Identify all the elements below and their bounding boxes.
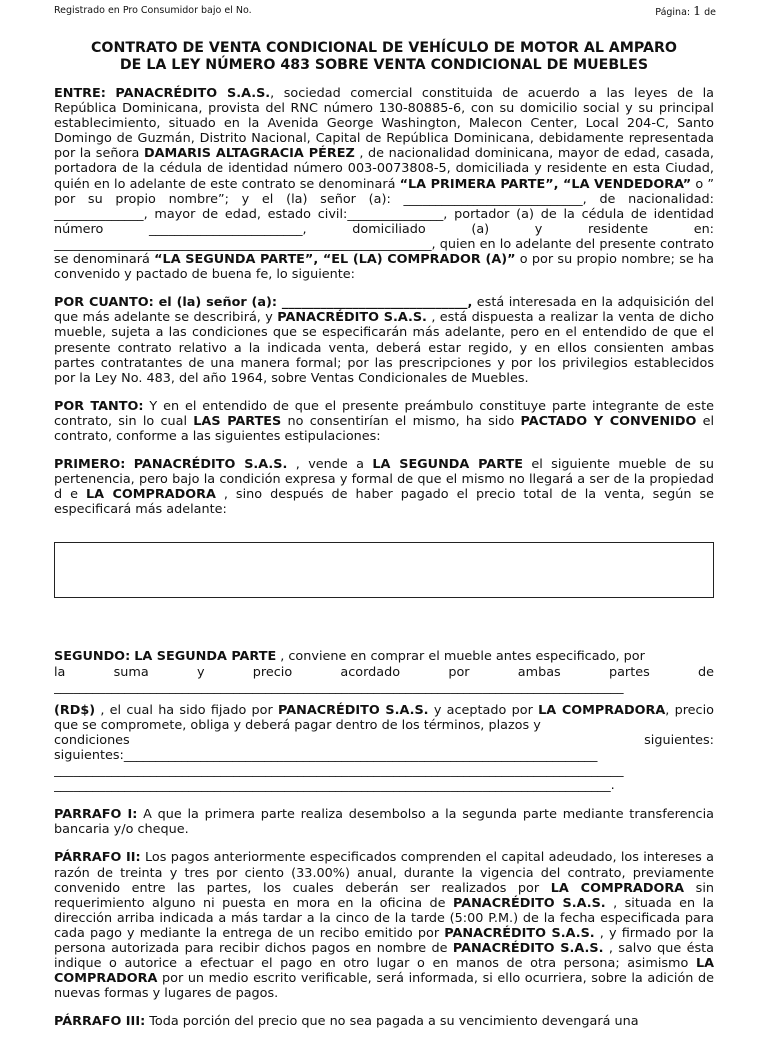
title-line-2: DE LA LEY NÚMERO 483 SOBRE VENTA CONDICIONAL DE MUEBLES bbox=[119, 57, 649, 73]
entre-text-3: o ” por su propio nombre”; y el (la) señor (a): ____________________________, de nacionalidad: ______________, mayor de edad, estado civil:_______________, portador (a) de la cédula de identidad número ________________________, domiciliado (a) y residente en: ___________________________________________________________, quien en lo adelante del presente contrato se denominará bbox=[54, 176, 714, 268]
por-tanto-pactado: PACTADO Y CONVENIDO bbox=[520, 413, 697, 429]
segundo-price-paragraph bbox=[54, 703, 714, 733]
por-cuanto-paragraph bbox=[54, 295, 714, 386]
entre-company: PANACRÉDITO S.A.S. bbox=[115, 86, 271, 101]
segundo-segunda: LA SEGUNDA PARTE bbox=[134, 649, 277, 665]
entre-paragraph bbox=[54, 86, 714, 282]
segundo-line-1 bbox=[54, 649, 714, 664]
segundo-label: SEGUNDO: bbox=[54, 649, 131, 665]
parrafo-2-text-6: por un medio escrito verificable, será informada, si ello ocurriera, sobre la adición de nuevas formas y lugares de pagos. bbox=[54, 971, 714, 1002]
title-line-1: CONTRATO DE VENTA CONDICIONAL DE VEHÍCULO DE MOTOR AL AMPARO bbox=[91, 40, 677, 56]
segundo-text-1: , conviene en comprar el mueble antes especificado, por bbox=[276, 649, 645, 665]
page-number-header bbox=[655, 4, 716, 19]
por-tanto-text-2: no consentirían el mismo, ha sido bbox=[281, 413, 521, 429]
primero-company: PANACRÉDITO S.A.S. bbox=[133, 457, 288, 473]
primero-label: PRIMERO: bbox=[54, 457, 126, 473]
primero-paragraph bbox=[54, 457, 714, 517]
segundo-text-3: y aceptado por bbox=[428, 702, 539, 718]
parrafo-2 bbox=[54, 850, 714, 1001]
primero-compradora: LA COMPRADORA bbox=[86, 487, 216, 503]
parrafo-2-compradora: LA COMPRADORA bbox=[550, 880, 685, 896]
por-cuanto-company: PANACRÉDITO S.A.S. bbox=[277, 310, 427, 326]
page-label: Página: bbox=[655, 7, 691, 18]
parrafo-2-company-2: PANACRÉDITO S.A.S. bbox=[444, 925, 595, 941]
por-cuanto-mid: el (la) señor (a): _____________________________, bbox=[153, 295, 473, 311]
segundo-line-2: la suma y precio acordado por ambas partes de bbox=[54, 664, 714, 680]
parrafo-2-text-2: sin requerimiento alguno ni puesta en mora en la oficina de bbox=[54, 880, 714, 911]
page-of: de bbox=[704, 7, 716, 18]
primero-text-2: el siguiente mueble de su pertenencia, pero bajo la condición expresa y formal de que el mismo no llegará a ser de la propiedad d e bbox=[54, 457, 714, 503]
primero-text-3: , sino después de haber pagado el precio total de la venta, según se especificará más adelante: bbox=[54, 487, 714, 518]
entre-segunda-parte: “LA SEGUNDA PARTE”, “EL (LA) COMPRADOR (A)” bbox=[154, 252, 516, 268]
por-tanto-paragraph bbox=[54, 399, 714, 444]
entre-text-1: , sociedad comercial constituida de acuerdo a las leyes de la República Dominicana, provista del RNC número 130-80885-6, con su domicilio social y su principal establecimiento, situado en la Avenida George Washington, Malecon Center, Local 204-C, Santo Domingo de Guzmán, Distrito Nacional, Capital de República Dominicana, debidamente representada por la señora bbox=[54, 86, 714, 162]
parrafo-3 bbox=[54, 1014, 714, 1029]
segundo-price-blank[interactable]: _________________________________________________________________________________________ bbox=[54, 679, 624, 695]
parrafo-2-company-3: PANACRÉDITO S.A.S. bbox=[452, 941, 604, 957]
parrafo-1 bbox=[54, 807, 714, 837]
parrafo-1-text: A que la primera parte realiza desembolso a la segunda parte mediante transferencia bancaria y/o cheque. bbox=[54, 807, 714, 838]
por-cuanto-text-2: , está dispuesta a realizar la venta de dicho mueble, sujeta a las condiciones que se especificarán más adelante, pero en el entendido de que el presente contrato relativo a la indicada venta, deberá estar regido, y en ellos consienten ambas partes contratantes de una manera formal; por las prescripciones y por los privilegios establecidos por la Ley No. 483, del año 1964, sobre Ventas Condicionales de Muebles. bbox=[54, 310, 714, 386]
parrafo-1-label: PARRAFO I: bbox=[54, 807, 138, 823]
contract-title bbox=[54, 40, 714, 74]
segundo-conditions-blank-2[interactable]: _________________________________________________________________________________________ bbox=[54, 763, 624, 779]
parrafo-2-text-1: Los pagos anteriormente especificados comprenden el capital adeudado, los intereses a razón de treinta y tres por ciento (33.00%) anual, durante la vigencia del contrato, previamente convenido entre las partes, los cuales deberán ser realizados por bbox=[54, 850, 714, 896]
entre-text-2: , de nacionalidad dominicana, mayor de edad, casada, portadora de la cédula de identidad número 003-0073808-5, domiciliada y residente en esta Ciudad, quién en lo adelante de este contrato se denominará bbox=[54, 146, 714, 192]
parrafo-2-text-3: , situada en la dirección arriba indicada a más tardar a la cinco de la tarde (5:00 P.M.) de la fecha especificada para cada pago y mediante la entrega de un recibo emitido por bbox=[54, 895, 714, 941]
entre-representative: DAMARIS ALTAGRACIA PÉREZ bbox=[143, 146, 355, 162]
segundo-compradora: LA COMPRADORA bbox=[538, 702, 666, 718]
entre-label: ENTRE: bbox=[54, 86, 106, 101]
segundo-conditions-blank-1[interactable]: siguientes:__________________________________________________________________________ bbox=[54, 748, 598, 763]
por-cuanto-text-1: está interesada en la adquisición del que más adelante se describirá, y bbox=[54, 295, 715, 326]
parrafo-2-compradora-2: LA COMPRADORA bbox=[54, 956, 714, 987]
parrafo-2-label: PÁRRAFO II: bbox=[54, 850, 141, 866]
parrafo-2-company: PANACRÉDITO S.A.S. bbox=[452, 895, 606, 911]
por-tanto-text-1: Y en el entendido de que el presente preámbulo constituye parte integrante de este contrato, sin lo cual bbox=[54, 398, 714, 429]
registration-header: Registrado en Pro Consumidor bajo el No. bbox=[54, 5, 252, 16]
entre-text-4: o por su propio nombre; se ha convenido y pactado de buena fe, lo siguiente: bbox=[54, 252, 714, 283]
page-number: 1 bbox=[693, 3, 702, 18]
segundo-text-2: , el cual ha sido fijado por bbox=[95, 702, 279, 718]
segundo-text-4: , precio que se compromete, obliga y deberá pagar dentro de los términos, plazos y bbox=[54, 702, 714, 733]
segundo-conditions-blank-3[interactable]: _______________________________________________________________________________________. bbox=[54, 778, 615, 794]
parrafo-2-text-5: , salvo que ésta indique o autorice a efectuar el pago en otro lugar o en manos de otra persona; asimismo bbox=[54, 941, 714, 972]
parrafo-2-text-4: , y firmado por la persona autorizada para recibir dichos pagos en nombre de bbox=[54, 925, 714, 957]
parrafo-3-label: PÁRRAFO III: bbox=[54, 1014, 146, 1030]
parrafo-3-text: Toda porción del precio que no sea pagada a su vencimiento devengará una bbox=[145, 1014, 639, 1030]
segundo-section bbox=[54, 649, 714, 793]
por-tanto-partes: LAS PARTES bbox=[193, 413, 282, 429]
segundo-conditions-line: condiciones siguientes: bbox=[54, 732, 714, 748]
vehicle-description-box[interactable] bbox=[54, 542, 714, 598]
primero-text-1: , vende a bbox=[287, 457, 373, 473]
entre-primera-parte: “LA PRIMERA PARTE”, “LA VENDEDORA” bbox=[399, 176, 692, 192]
segundo-rd: (RD$) bbox=[54, 702, 96, 718]
segundo-company: PANACRÉDITO S.A.S. bbox=[278, 702, 429, 718]
por-tanto-text-3: el contrato, conforme a las siguientes estipulaciones: bbox=[54, 413, 715, 444]
por-cuanto-label: POR CUANTO: bbox=[54, 295, 154, 311]
primero-segunda: LA SEGUNDA PARTE bbox=[372, 457, 523, 473]
por-tanto-label: POR TANTO: bbox=[54, 398, 144, 414]
contract-body bbox=[54, 40, 714, 1043]
